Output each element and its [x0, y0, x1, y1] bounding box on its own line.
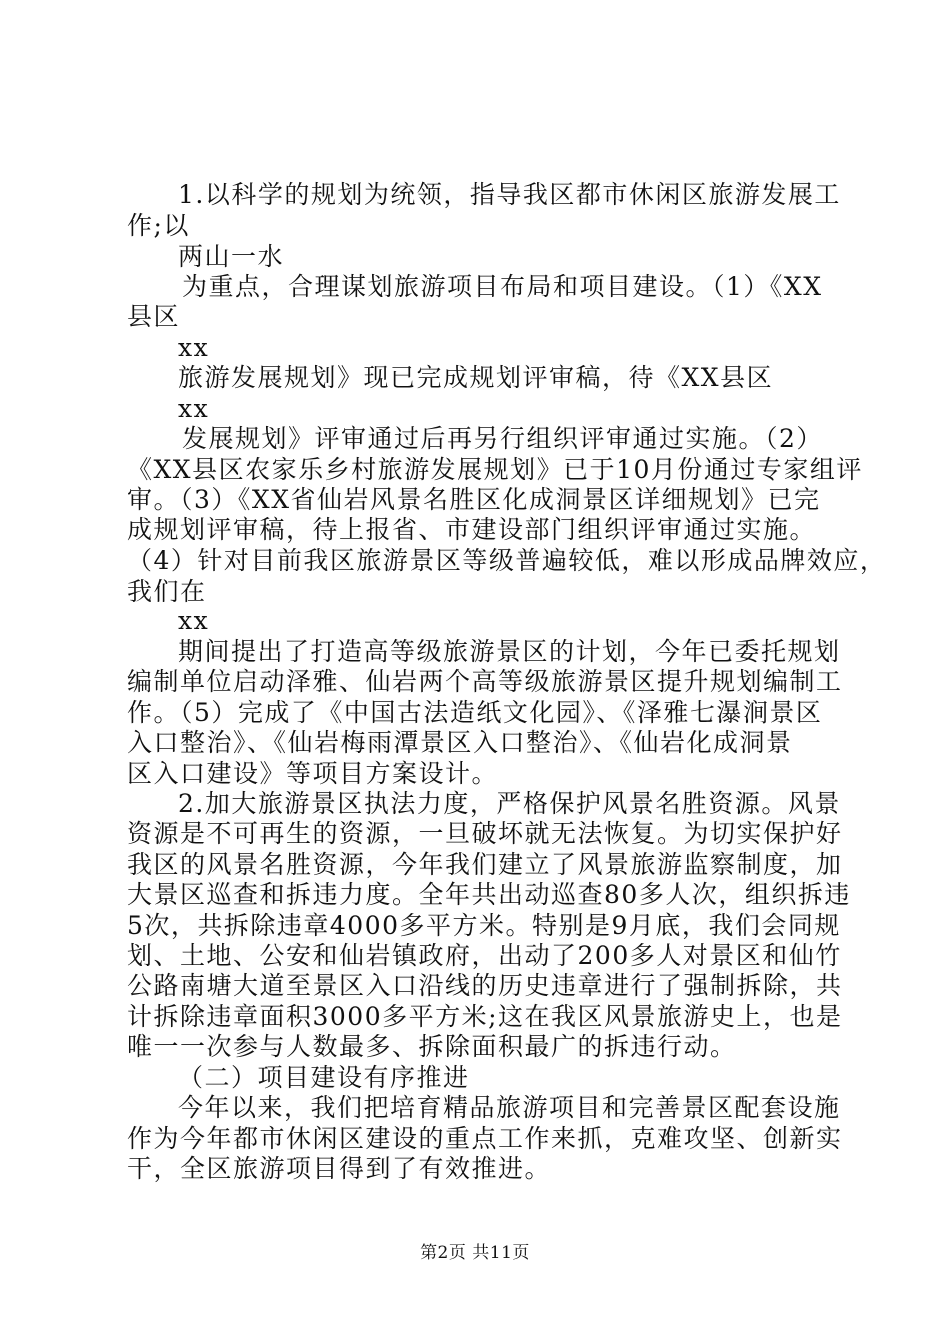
text-line: 公路南塘大道至景区入口沿线的历史违章进行了强制拆除，共 — [127, 971, 843, 1000]
page-footer: 第2页 共11页 — [420, 1243, 530, 1263]
text-line: 干，全区旅游项目得到了有效推进。 — [127, 1154, 552, 1183]
text-line: 县区 — [127, 302, 181, 331]
text-line: 入口整治》、《仙岩梅雨潭景区入口整治》、《仙岩化成洞景 — [127, 728, 793, 757]
text-line: 计拆除违章面积3000多平方米;这在我区风景旅游史上，也是 — [127, 1002, 843, 1031]
text-line: 期间提出了打造高等级旅游景区的计划，今年已委托规划 — [178, 637, 841, 666]
text-line: 1.以科学的规划为统领，指导我区都市休闲区旅游发展工 — [178, 180, 841, 209]
text-line: 划、土地、公安和仙岩镇政府，出动了200多人对景区和仙竹 — [127, 941, 842, 970]
text-line: 作;以 — [127, 211, 190, 240]
text-line: （4）针对目前我区旅游景区等级普遍较低，难以形成品牌效应， — [127, 546, 887, 575]
section-heading: （二）项目建设有序推进 — [178, 1063, 470, 1092]
text-line: xx — [178, 333, 210, 362]
text-line: 为重点，合理谋划旅游项目布局和项目建设。（1）《XX — [182, 272, 823, 301]
text-line: 成规划评审稿，待上报省、市建设部门组织评审通过实施。 — [127, 515, 817, 544]
text-line: 我区的风景名胜资源，今年我们建立了风景旅游监察制度，加 — [127, 850, 843, 879]
text-line: 《XX县区农家乐乡村旅游发展规划》已于10月份通过专家组评 — [127, 455, 863, 484]
text-line: 今年以来，我们把培育精品旅游项目和完善景区配套设施 — [178, 1093, 841, 1122]
text-line: xx — [178, 606, 210, 635]
text-line: 发展规划》评审通过后再另行组织评审通过实施。（2） — [182, 424, 823, 453]
text-line: 资源是不可再生的资源，一旦破坏就无法恢复。为切实保护好 — [127, 819, 843, 848]
text-line: 两山一水 — [178, 242, 285, 271]
text-line: 作。（5）完成了《中国古法造纸文化园》、《泽雅七瀑涧景区 — [127, 698, 823, 727]
text-line: 唯一一次参与人数最多、拆除面积最广的拆违行动。 — [127, 1032, 737, 1061]
text-line: 2.加大旅游景区执法力度，严格保护风景名胜资源。风景 — [178, 789, 841, 818]
text-line: 我们在 — [127, 577, 207, 606]
text-line: 作为今年都市休闲区建设的重点工作来抓，克难攻坚、创新实 — [127, 1124, 843, 1153]
text-line: 5次，共拆除违章4000多平方米。特别是9月底，我们会同规 — [127, 911, 841, 940]
text-line: 审。（3）《XX省仙岩风景名胜区化成洞景区详细规划》已完 — [127, 485, 821, 514]
text-line: 旅游发展规划》现已完成规划评审稿，待《XX县区 — [178, 363, 774, 392]
text-line: xx — [178, 394, 210, 423]
text-line: 编制单位启动泽雅、仙岩两个高等级旅游景区提升规划编制工 — [127, 667, 843, 696]
text-line: 大景区巡查和拆违力度。全年共出动巡查80多人次，组织拆违 — [127, 880, 851, 909]
text-line: 区入口建设》等项目方案设计。 — [127, 759, 499, 788]
